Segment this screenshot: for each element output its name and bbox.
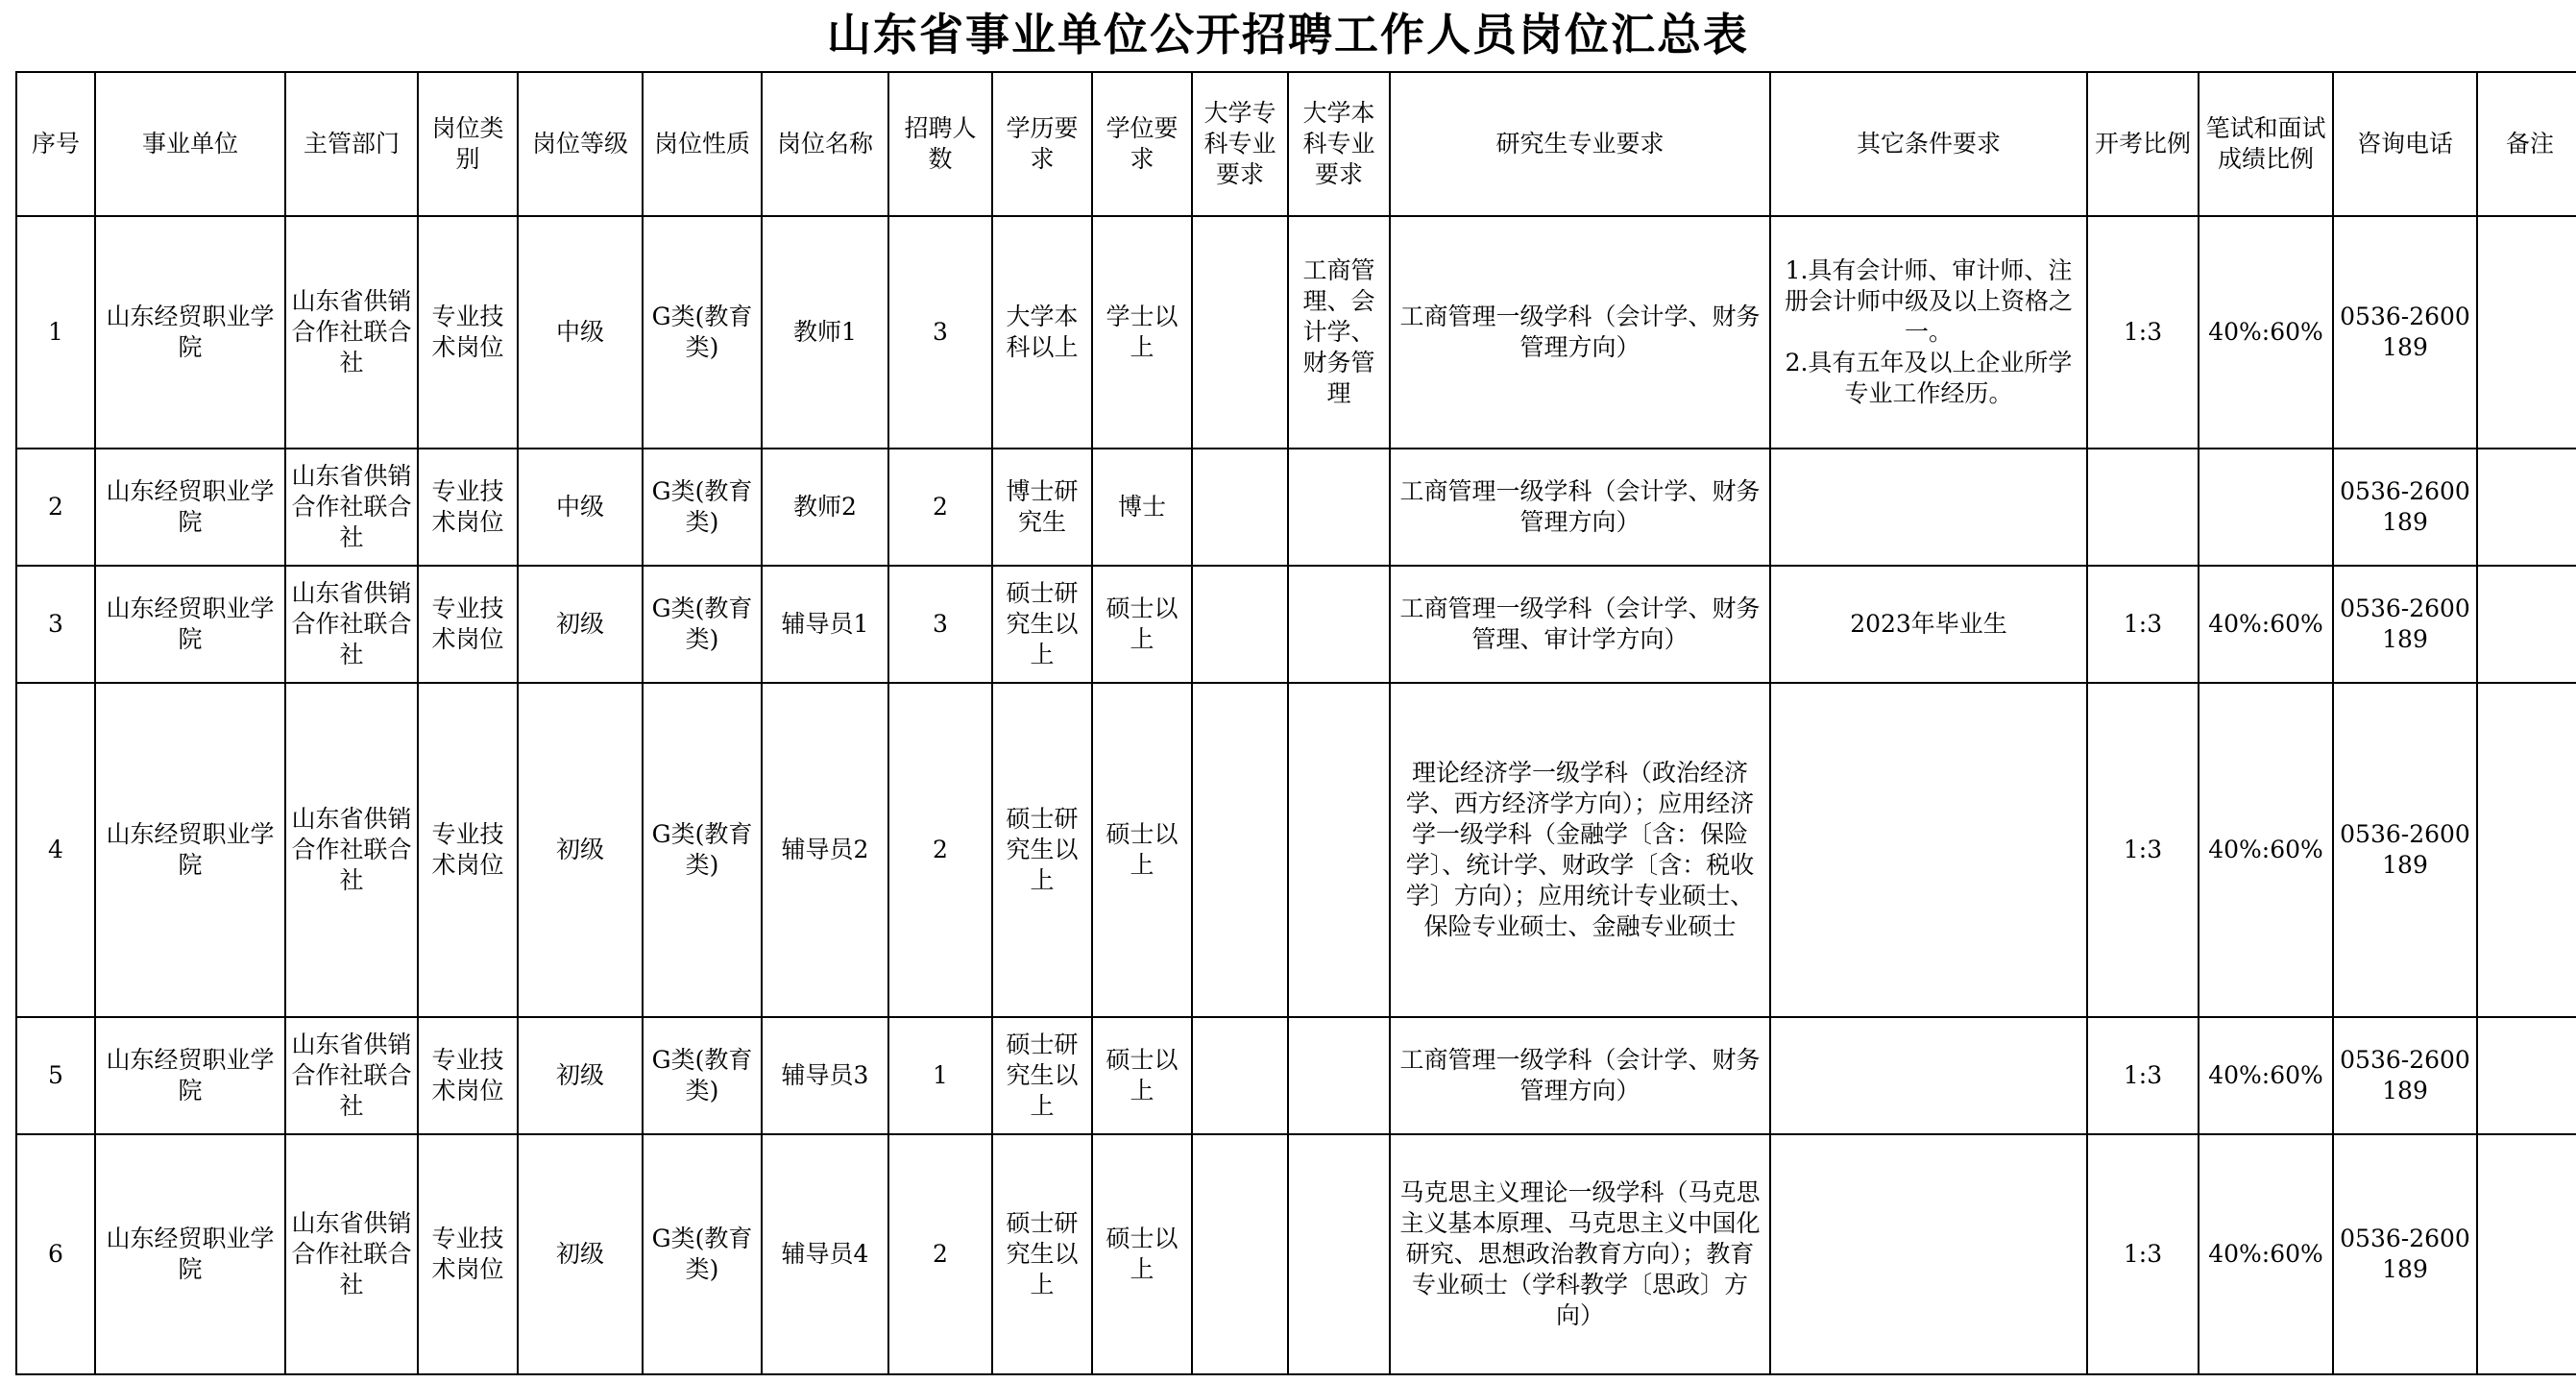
header-cell: 备注 [2477,72,2576,216]
cell-education: 硕士研究生以上 [992,683,1092,1017]
cell-other: 2023年毕业生 [1770,566,2087,683]
cell-grad-major: 工商管理一级学科（会计学、财务管理、审计学方向） [1390,566,1770,683]
cell-nature: G类(教育类) [643,1017,762,1134]
cell-bachelor-major [1288,566,1390,683]
cell-ratio: 1:3 [2087,566,2199,683]
header-cell: 开考比例 [2087,72,2199,216]
cell-level: 初级 [518,566,643,683]
cell-phone: 0536-2600189 [2333,1017,2477,1134]
cell-no: 2 [16,449,95,566]
header-cell: 岗位性质 [643,72,762,216]
cell-no: 1 [16,216,95,449]
table-row [16,1017,2576,1134]
cell-score-ratio: 40%:60% [2199,1017,2333,1134]
cell-no: 4 [16,683,95,1017]
cell-score-ratio: 40%:60% [2199,566,2333,683]
cell-degree: 硕士以上 [1092,1134,1192,1374]
table-row [16,566,2576,683]
cell-ratio [2087,449,2199,566]
cell-college-major [1192,449,1288,566]
cell-category: 专业技术岗位 [418,1134,518,1374]
cell-degree: 硕士以上 [1092,1017,1192,1134]
cell-education: 硕士研究生以上 [992,566,1092,683]
cell-no: 5 [16,1017,95,1134]
cell-grad-major: 工商管理一级学科（会计学、财务管理方向） [1390,1017,1770,1134]
cell-college-major [1192,566,1288,683]
cell-unit: 山东经贸职业学院 [95,683,285,1017]
cell-level: 中级 [518,216,643,449]
cell-post: 教师2 [762,449,888,566]
cell-other [1770,1134,2087,1374]
cell-level: 中级 [518,449,643,566]
cell-dept: 山东省供销合作社联合社 [285,1017,418,1134]
cell-education: 硕士研究生以上 [992,1017,1092,1134]
cell-post: 辅导员3 [762,1017,888,1134]
cell-phone: 0536-2600189 [2333,1134,2477,1374]
cell-post: 辅导员4 [762,1134,888,1374]
cell-dept: 山东省供销合作社联合社 [285,216,418,449]
cell-no: 6 [16,1134,95,1374]
cell-college-major [1192,216,1288,449]
cell-nature: G类(教育类) [643,449,762,566]
table-row [16,1134,2576,1374]
cell-degree: 博士 [1092,449,1192,566]
cell-grad-major: 工商管理一级学科（会计学、财务管理方向） [1390,216,1770,449]
job-summary-table [15,71,2576,1375]
header-cell: 序号 [16,72,95,216]
cell-count: 2 [888,449,992,566]
cell-college-major [1192,1017,1288,1134]
cell-grad-major: 工商管理一级学科（会计学、财务管理方向） [1390,449,1770,566]
cell-grad-major: 马克思主义理论一级学科（马克思主义基本原理、马克思主义中国化研究、思想政治教育方向）；教育专业硕士（学科教学〔思政〕方向） [1390,1134,1770,1374]
cell-count: 3 [888,566,992,683]
header-cell: 事业单位 [95,72,285,216]
cell-dept: 山东省供销合作社联合社 [285,1134,418,1374]
cell-education: 硕士研究生以上 [992,1134,1092,1374]
cell-post: 教师1 [762,216,888,449]
cell-category: 专业技术岗位 [418,449,518,566]
cell-bachelor-major [1288,449,1390,566]
cell-category: 专业技术岗位 [418,216,518,449]
cell-other [1770,449,2087,566]
cell-unit: 山东经贸职业学院 [95,1134,285,1374]
header-cell: 研究生专业要求 [1390,72,1770,216]
cell-ratio: 1:3 [2087,216,2199,449]
header-cell: 笔试和面试成绩比例 [2199,72,2333,216]
page-title: 山东省事业单位公开招聘工作人员岗位汇总表 [827,9,1749,61]
cell-unit: 山东经贸职业学院 [95,566,285,683]
cell-degree: 硕士以上 [1092,566,1192,683]
cell-nature: G类(教育类) [643,683,762,1017]
cell-college-major [1192,683,1288,1017]
table-row [16,216,2576,449]
cell-phone: 0536-2600189 [2333,566,2477,683]
cell-note [2477,1134,2576,1374]
header-cell: 岗位类别 [418,72,518,216]
cell-category: 专业技术岗位 [418,1017,518,1134]
header-cell: 学历要求 [992,72,1092,216]
cell-category: 专业技术岗位 [418,566,518,683]
cell-no: 3 [16,566,95,683]
cell-post: 辅导员2 [762,683,888,1017]
cell-nature: G类(教育类) [643,566,762,683]
cell-score-ratio: 40%:60% [2199,683,2333,1017]
cell-unit: 山东经贸职业学院 [95,1017,285,1134]
cell-ratio: 1:3 [2087,1017,2199,1134]
cell-college-major [1192,1134,1288,1374]
cell-count: 3 [888,216,992,449]
cell-category: 专业技术岗位 [418,683,518,1017]
cell-score-ratio: 40%:60% [2199,1134,2333,1374]
table-row [16,683,2576,1017]
header-cell: 咨询电话 [2333,72,2477,216]
header-cell: 其它条件要求 [1770,72,2087,216]
cell-bachelor-major [1288,1017,1390,1134]
other-condition-2: 2.具有五年及以上企业所学专业工作经历。 [1785,349,2073,407]
cell-ratio: 1:3 [2087,1134,2199,1374]
cell-level: 初级 [518,1134,643,1374]
header-cell: 大学专科专业要求 [1192,72,1288,216]
cell-degree: 硕士以上 [1092,683,1192,1017]
cell-degree: 学士以上 [1092,216,1192,449]
cell-phone: 0536-2600189 [2333,683,2477,1017]
cell-grad-major: 理论经济学一级学科（政治经济学、西方经济学方向）；应用经济学一级学科（金融学〔含：保险学〕、统计学、财政学〔含：税收学〕方向）；应用统计专业硕士、保险专业硕士、金融专业硕士 [1390,683,1770,1017]
cell-other [1770,216,2087,449]
cell-education: 大学本科以上 [992,216,1092,449]
cell-note [2477,566,2576,683]
cell-note [2477,1017,2576,1134]
cell-level: 初级 [518,683,643,1017]
cell-level: 初级 [518,1017,643,1134]
cell-nature: G类(教育类) [643,216,762,449]
cell-dept: 山东省供销合作社联合社 [285,683,418,1017]
cell-ratio: 1:3 [2087,683,2199,1017]
cell-bachelor-major [1288,1134,1390,1374]
table-header-row [16,72,2576,216]
cell-dept: 山东省供销合作社联合社 [285,566,418,683]
cell-bachelor-major [1288,683,1390,1017]
cell-unit: 山东经贸职业学院 [95,216,285,449]
cell-post: 辅导员1 [762,566,888,683]
other-condition-1: 1.具有会计师、审计师、注册会计师中级及以上资格之一。 [1784,256,2073,346]
cell-education: 博士研究生 [992,449,1092,566]
cell-score-ratio [2199,449,2333,566]
cell-other [1770,1017,2087,1134]
cell-phone: 0536-2600189 [2333,449,2477,566]
cell-unit: 山东经贸职业学院 [95,449,285,566]
header-cell: 主管部门 [285,72,418,216]
cell-note [2477,216,2576,449]
header-cell: 大学本科专业要求 [1288,72,1390,216]
cell-dept: 山东省供销合作社联合社 [285,449,418,566]
cell-count: 1 [888,1017,992,1134]
cell-score-ratio: 40%:60% [2199,216,2333,449]
cell-bachelor-major: 工商管理、会计学、财务管理 [1288,216,1390,449]
cell-note [2477,449,2576,566]
cell-other [1770,683,2087,1017]
cell-count: 2 [888,1134,992,1374]
cell-count: 2 [888,683,992,1017]
header-cell: 招聘人数 [888,72,992,216]
header-cell: 岗位名称 [762,72,888,216]
cell-note [2477,683,2576,1017]
cell-nature: G类(教育类) [643,1134,762,1374]
header-cell: 岗位等级 [518,72,643,216]
table-row [16,449,2576,566]
cell-phone: 0536-2600189 [2333,216,2477,449]
header-cell: 学位要求 [1092,72,1192,216]
